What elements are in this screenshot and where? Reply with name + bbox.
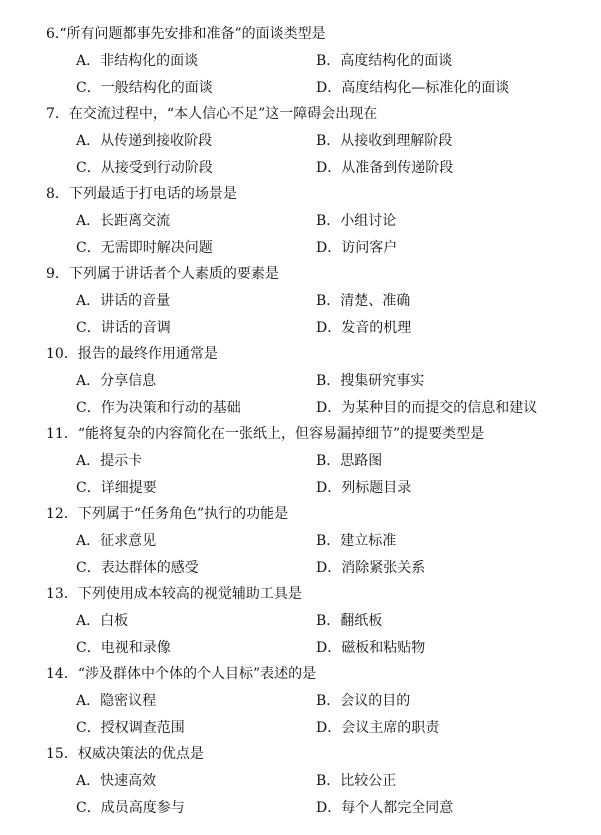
option-letter: A．: [76, 373, 101, 389]
option-text: 从传递到接收阶段: [100, 133, 213, 149]
option-text: 快速高效: [100, 773, 157, 789]
option-text: 授权调查范围: [100, 720, 185, 736]
option-d: [316, 636, 425, 660]
option-a: [76, 289, 170, 313]
question-stem: 8．下列最适于打电话的场景是: [46, 186, 237, 202]
option-c: [76, 396, 241, 420]
option-text: 列标题目录: [341, 480, 412, 496]
option-letter: A．: [76, 773, 101, 789]
option-letter: D．: [316, 320, 342, 336]
option-c: [76, 796, 185, 820]
question-11: [0, 422, 601, 502]
option-c: [76, 76, 213, 100]
option-a: [76, 529, 156, 553]
option-text: 白板: [100, 613, 129, 629]
option-letter: B．: [316, 133, 341, 149]
option-text: 高度结构化—标准化的面谈: [341, 80, 510, 96]
option-letter: A．: [76, 693, 101, 709]
option-c: [76, 156, 213, 180]
option-text: 从准备到传递阶段: [341, 160, 454, 176]
option-a: [76, 49, 198, 73]
option-b: [316, 129, 452, 153]
question-stem: 10．报告的最终作用通常是: [46, 346, 218, 362]
option-b: [316, 609, 382, 633]
option-b: [316, 369, 424, 393]
option-text: 比较公正: [340, 773, 397, 789]
option-text: 发音的机理: [341, 320, 412, 336]
option-letter: D．: [316, 640, 342, 656]
option-d: [316, 156, 453, 180]
option-letter: D．: [316, 800, 342, 816]
option-letter: B．: [316, 213, 341, 229]
option-text: 会议主席的职责: [341, 720, 440, 736]
option-text: 详细提要: [100, 480, 157, 496]
option-c: [76, 476, 157, 500]
question-stem: 14．“涉及群体中个体的个人目标”表述的是: [46, 666, 317, 682]
question-7: [0, 102, 601, 182]
option-letter: B．: [316, 773, 341, 789]
option-text: 征求意见: [100, 533, 157, 549]
option-letter: B．: [316, 693, 341, 709]
option-c: [76, 636, 171, 660]
option-letter: A．: [76, 533, 101, 549]
option-letter: D．: [316, 400, 342, 416]
option-text: 讲话的音调: [100, 320, 171, 336]
question-13: [0, 582, 601, 662]
option-letter: A．: [76, 133, 101, 149]
option-text: 高度结构化的面谈: [340, 53, 453, 69]
option-letter: B．: [316, 533, 341, 549]
option-text: 为某种目的而提交的信息和建议: [341, 400, 538, 416]
option-d: [316, 236, 397, 260]
option-b: [316, 449, 382, 473]
option-text: 每个人都完全同意: [341, 800, 454, 816]
option-a: [76, 689, 156, 713]
option-letter: C．: [76, 480, 101, 496]
question-stem: 11．“能将复杂的内容简化在一张纸上，但容易漏掉细节”的提要类型是: [46, 426, 485, 442]
option-text: 从接收到理解阶段: [340, 133, 453, 149]
option-d: [316, 796, 453, 820]
question-12: [0, 502, 601, 582]
option-b: [316, 769, 396, 793]
option-text: 访问客户: [341, 240, 398, 256]
option-text: 作为决策和行动的基础: [100, 400, 241, 416]
option-b: [316, 209, 396, 233]
option-letter: C．: [76, 560, 101, 576]
option-text: 隐密议程: [100, 693, 157, 709]
option-letter: D．: [316, 80, 342, 96]
option-d: [316, 76, 509, 100]
option-letter: B．: [316, 453, 341, 469]
option-letter: D．: [316, 240, 342, 256]
option-letter: D．: [316, 720, 342, 736]
option-letter: D．: [316, 160, 342, 176]
option-letter: A．: [76, 453, 101, 469]
question-8: [0, 182, 601, 262]
option-letter: B．: [316, 613, 341, 629]
option-text: 一般结构化的面谈: [100, 80, 213, 96]
question-15: [0, 742, 601, 822]
option-text: 会议的目的: [340, 693, 411, 709]
option-letter: B．: [316, 373, 341, 389]
option-c: [76, 716, 185, 740]
question-stem: 7．在交流过程中，“本人信心不足”这一障碍会出现在: [46, 106, 378, 122]
option-letter: B．: [316, 53, 341, 69]
option-a: [76, 369, 156, 393]
option-d: [316, 716, 439, 740]
question-stem: 15．权威决策法的优点是: [46, 746, 204, 762]
option-text: 长距离交流: [100, 213, 171, 229]
option-text: 分享信息: [100, 373, 157, 389]
option-a: [76, 209, 170, 233]
option-text: 非结构化的面谈: [100, 53, 199, 69]
option-letter: C．: [76, 800, 101, 816]
option-c: [76, 556, 199, 580]
option-a: [76, 609, 128, 633]
option-d: [316, 396, 537, 420]
option-b: [316, 49, 452, 73]
option-text: 消除紧张关系: [341, 560, 426, 576]
option-text: 翻纸板: [340, 613, 383, 629]
option-letter: C．: [76, 320, 101, 336]
option-letter: A．: [76, 293, 101, 309]
option-b: [316, 289, 410, 313]
question-stem: 12．下列属于“任务角色”执行的功能是: [46, 506, 289, 522]
option-text: 表达群体的感受: [100, 560, 199, 576]
option-text: 思路图: [340, 453, 383, 469]
option-a: [76, 449, 142, 473]
option-b: [316, 529, 396, 553]
option-letter: D．: [316, 480, 342, 496]
option-letter: C．: [76, 400, 101, 416]
option-text: 搜集研究事实: [340, 373, 425, 389]
question-6: [0, 22, 601, 102]
option-d: [316, 556, 425, 580]
option-text: 清楚、准确: [340, 293, 411, 309]
option-d: [316, 316, 411, 340]
option-letter: C．: [76, 80, 101, 96]
question-stem: 9．下列属于讲话者个人素质的要素是: [46, 266, 279, 282]
question-9: [0, 262, 601, 342]
option-text: 建立标准: [340, 533, 397, 549]
option-letter: A．: [76, 53, 101, 69]
option-letter: B．: [316, 293, 341, 309]
option-text: 提示卡: [100, 453, 143, 469]
option-text: 无需即时解决问题: [100, 240, 213, 256]
option-a: [76, 769, 156, 793]
option-letter: C．: [76, 640, 101, 656]
option-d: [316, 476, 411, 500]
option-letter: C．: [76, 240, 101, 256]
option-text: 电视和录像: [100, 640, 171, 656]
question-10: [0, 342, 601, 422]
option-b: [316, 689, 410, 713]
option-text: 成员高度参与: [100, 800, 185, 816]
question-stem: 6.“所有问题都事先安排和准备”的面谈类型是: [46, 26, 326, 42]
option-text: 从接受到行动阶段: [100, 160, 213, 176]
option-c: [76, 236, 213, 260]
question-14: [0, 662, 601, 742]
option-c: [76, 316, 171, 340]
option-text: 讲话的音量: [100, 293, 171, 309]
option-letter: C．: [76, 160, 101, 176]
option-letter: A．: [76, 613, 101, 629]
option-a: [76, 129, 212, 153]
option-letter: D．: [316, 560, 342, 576]
option-text: 磁板和粘贴物: [341, 640, 426, 656]
option-text: 小组讨论: [340, 213, 397, 229]
question-stem: 13．下列使用成本较高的视觉辅助工具是: [46, 586, 302, 602]
option-letter: A．: [76, 213, 101, 229]
option-letter: C．: [76, 720, 101, 736]
